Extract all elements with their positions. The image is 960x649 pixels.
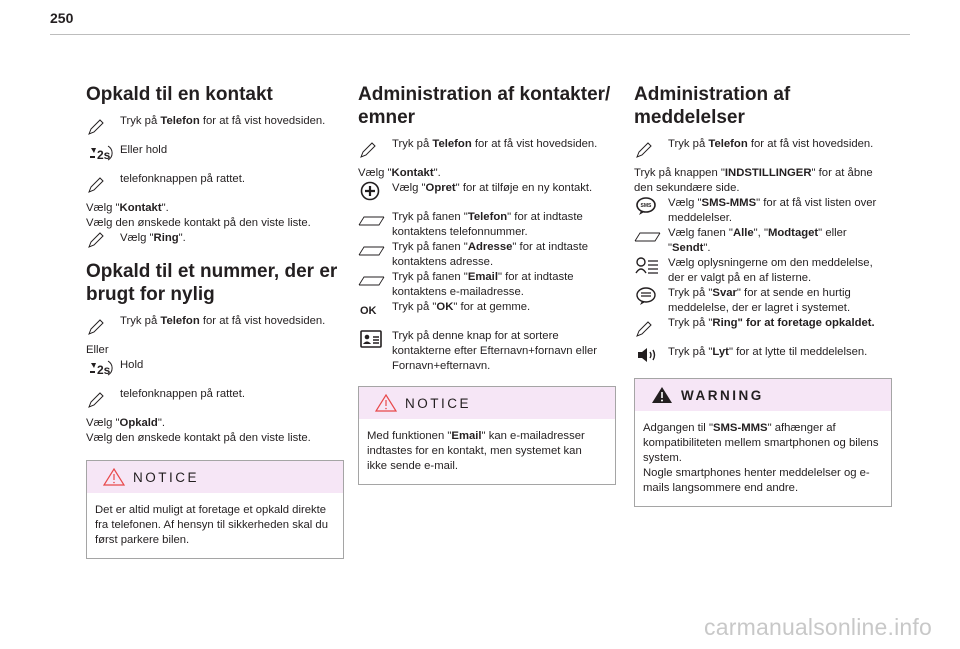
step-row: Tryk på "Lyt" for at lytte til meddelelsen. (634, 345, 892, 360)
step-row: Vælg fanen "Alle", "Modtaget" eller "Sendt". (634, 226, 892, 256)
paragraph: Vælg den ønskede kontakt på den viste liste. (86, 432, 311, 444)
ok-label: OK (360, 305, 377, 317)
step-row: Tryk på fanen "Adresse" for at indtaste kontaktens adresse. (358, 240, 616, 270)
section-title-recent-number: Opkald til et nummer, der er brugt for nylig (86, 261, 338, 305)
notice-text: Det er altid muligt at foretage et opkald direkte fra telefonen. Af hensyn til sikkerheden skal du først parkere bilen. (95, 504, 328, 546)
warning-triangle-icon (651, 386, 673, 404)
page-number: 250 (50, 10, 74, 26)
step-row (86, 114, 344, 129)
pen-icon (86, 314, 114, 334)
text: Tryk på (120, 115, 161, 127)
paragraph: Vælg "Kontakt". (86, 202, 169, 214)
column-2 (358, 80, 616, 485)
top-divider (50, 34, 910, 35)
text: telefonknappen på rattet. (120, 173, 245, 185)
step-row: OK Tryk på "OK" for at gemme. (358, 300, 616, 315)
reply-icon (634, 286, 662, 306)
step-row (86, 143, 344, 162)
step-row: Tryk på Telefon for at få vist hovedsiden. (634, 137, 892, 152)
section-title-call-contact: Opkald til en kontakt (86, 84, 273, 105)
tab-icon (358, 240, 386, 260)
step-row: telefonknappen på rattet. (86, 387, 344, 402)
steering-wheel-button-icon (86, 358, 114, 378)
step-row: SMS Vælg "SMS-MMS" for at få vist listen over meddelelser. (634, 196, 892, 226)
pen-icon (86, 114, 114, 134)
text: Eller hold (120, 144, 168, 156)
pen-icon (86, 227, 114, 247)
section-title-manage-contacts: Administration af kontakter/ emner (358, 84, 611, 128)
tab-icon (358, 210, 386, 230)
warning-triangle-icon (375, 394, 397, 412)
section-title-manage-messages: Administration af meddelelser (634, 84, 791, 128)
notice-title: NOTICE (405, 395, 472, 411)
paragraph: Vælg den ønskede kontakt på den viste liste. (86, 217, 311, 229)
sms-icon (634, 196, 662, 216)
notice-text: Med funktionen "Email" kan e-mailadresser indtastes for en kontakt, men systemet kan ikke sende e-mail. (367, 430, 585, 472)
message-details-icon (634, 256, 662, 276)
speaker-icon (634, 345, 662, 365)
text-bold: Telefon (160, 115, 200, 127)
steering-wheel-button-icon (86, 143, 114, 163)
step-row: Tryk på fanen "Email" for at indtaste kontaktens e-mailadresse. (358, 270, 616, 300)
step-row: Tryk på fanen "Telefon" for at indtaste kontaktens telefonnummer. (358, 210, 616, 240)
column-3 (634, 80, 892, 507)
step-row: Tryk på "Ring" for at foretage opkaldet. (634, 316, 892, 331)
warning-title: WARNING (681, 387, 764, 403)
warning-box (634, 378, 892, 507)
text: for at få vist hovedsiden. (199, 115, 326, 127)
warning-text: Adgangen til "SMS-MMS" afhænger af kompatibiliteten mellem smartphonen og bilens system. Nogle smartphones henter meddelelser og e-mails langsommere end andre. (643, 422, 879, 494)
step-row: Vælg oplysningerne om den meddelelse, der er valgt på en af listerne. (634, 256, 892, 286)
step-row: Vælg "Opret" for at tilføje en ny kontakt. (358, 181, 616, 196)
step-row (358, 329, 616, 374)
tab-icon (634, 226, 662, 246)
notice-title: NOTICE (133, 469, 200, 485)
notice-box (358, 386, 616, 485)
column-1 (86, 80, 344, 559)
pen-icon (358, 137, 386, 157)
paragraph: Tryk på knappen "INDSTILLINGER" for at åbne den sekundære side. (634, 167, 873, 194)
ok-button-icon (358, 300, 386, 320)
step-row: Tryk på Telefon for at få vist hovedsiden. (358, 137, 616, 152)
watermark: carmanualsonline.info (704, 614, 932, 640)
notice-header (87, 461, 343, 493)
step-row: Tryk på Telefon for at få vist hovedsiden. (86, 314, 344, 329)
svg-text:SMS: SMS (640, 203, 652, 209)
text: Tryk på denne knap for at sortere kontakterne efter Efternavn+fornavn eller Fornavn+efternavn. (392, 330, 598, 372)
svg-text:2s: 2s (97, 363, 111, 377)
pen-icon (86, 172, 114, 192)
warning-triangle-icon (103, 468, 125, 486)
paragraph: Vælg "Kontakt". (358, 167, 441, 179)
add-contact-icon (358, 181, 386, 201)
step-row (86, 172, 344, 187)
step-row: 2s Hold (86, 358, 344, 373)
pen-icon (634, 137, 662, 157)
step-row: Tryk på "Svar" for at sende en hurtig meddelelse, der er lagret i systemet. (634, 286, 892, 316)
sort-icon (358, 329, 386, 349)
notice-header (359, 387, 615, 419)
warning-header (635, 379, 891, 411)
notice-box (86, 460, 344, 559)
pen-icon (634, 316, 662, 336)
paragraph: Eller (86, 344, 109, 356)
tab-icon (358, 270, 386, 290)
step-row: Vælg "Ring". (86, 231, 344, 246)
paragraph: Vælg "Opkald". (86, 417, 165, 429)
svg-text:2s: 2s (97, 148, 111, 162)
pen-icon (86, 387, 114, 407)
